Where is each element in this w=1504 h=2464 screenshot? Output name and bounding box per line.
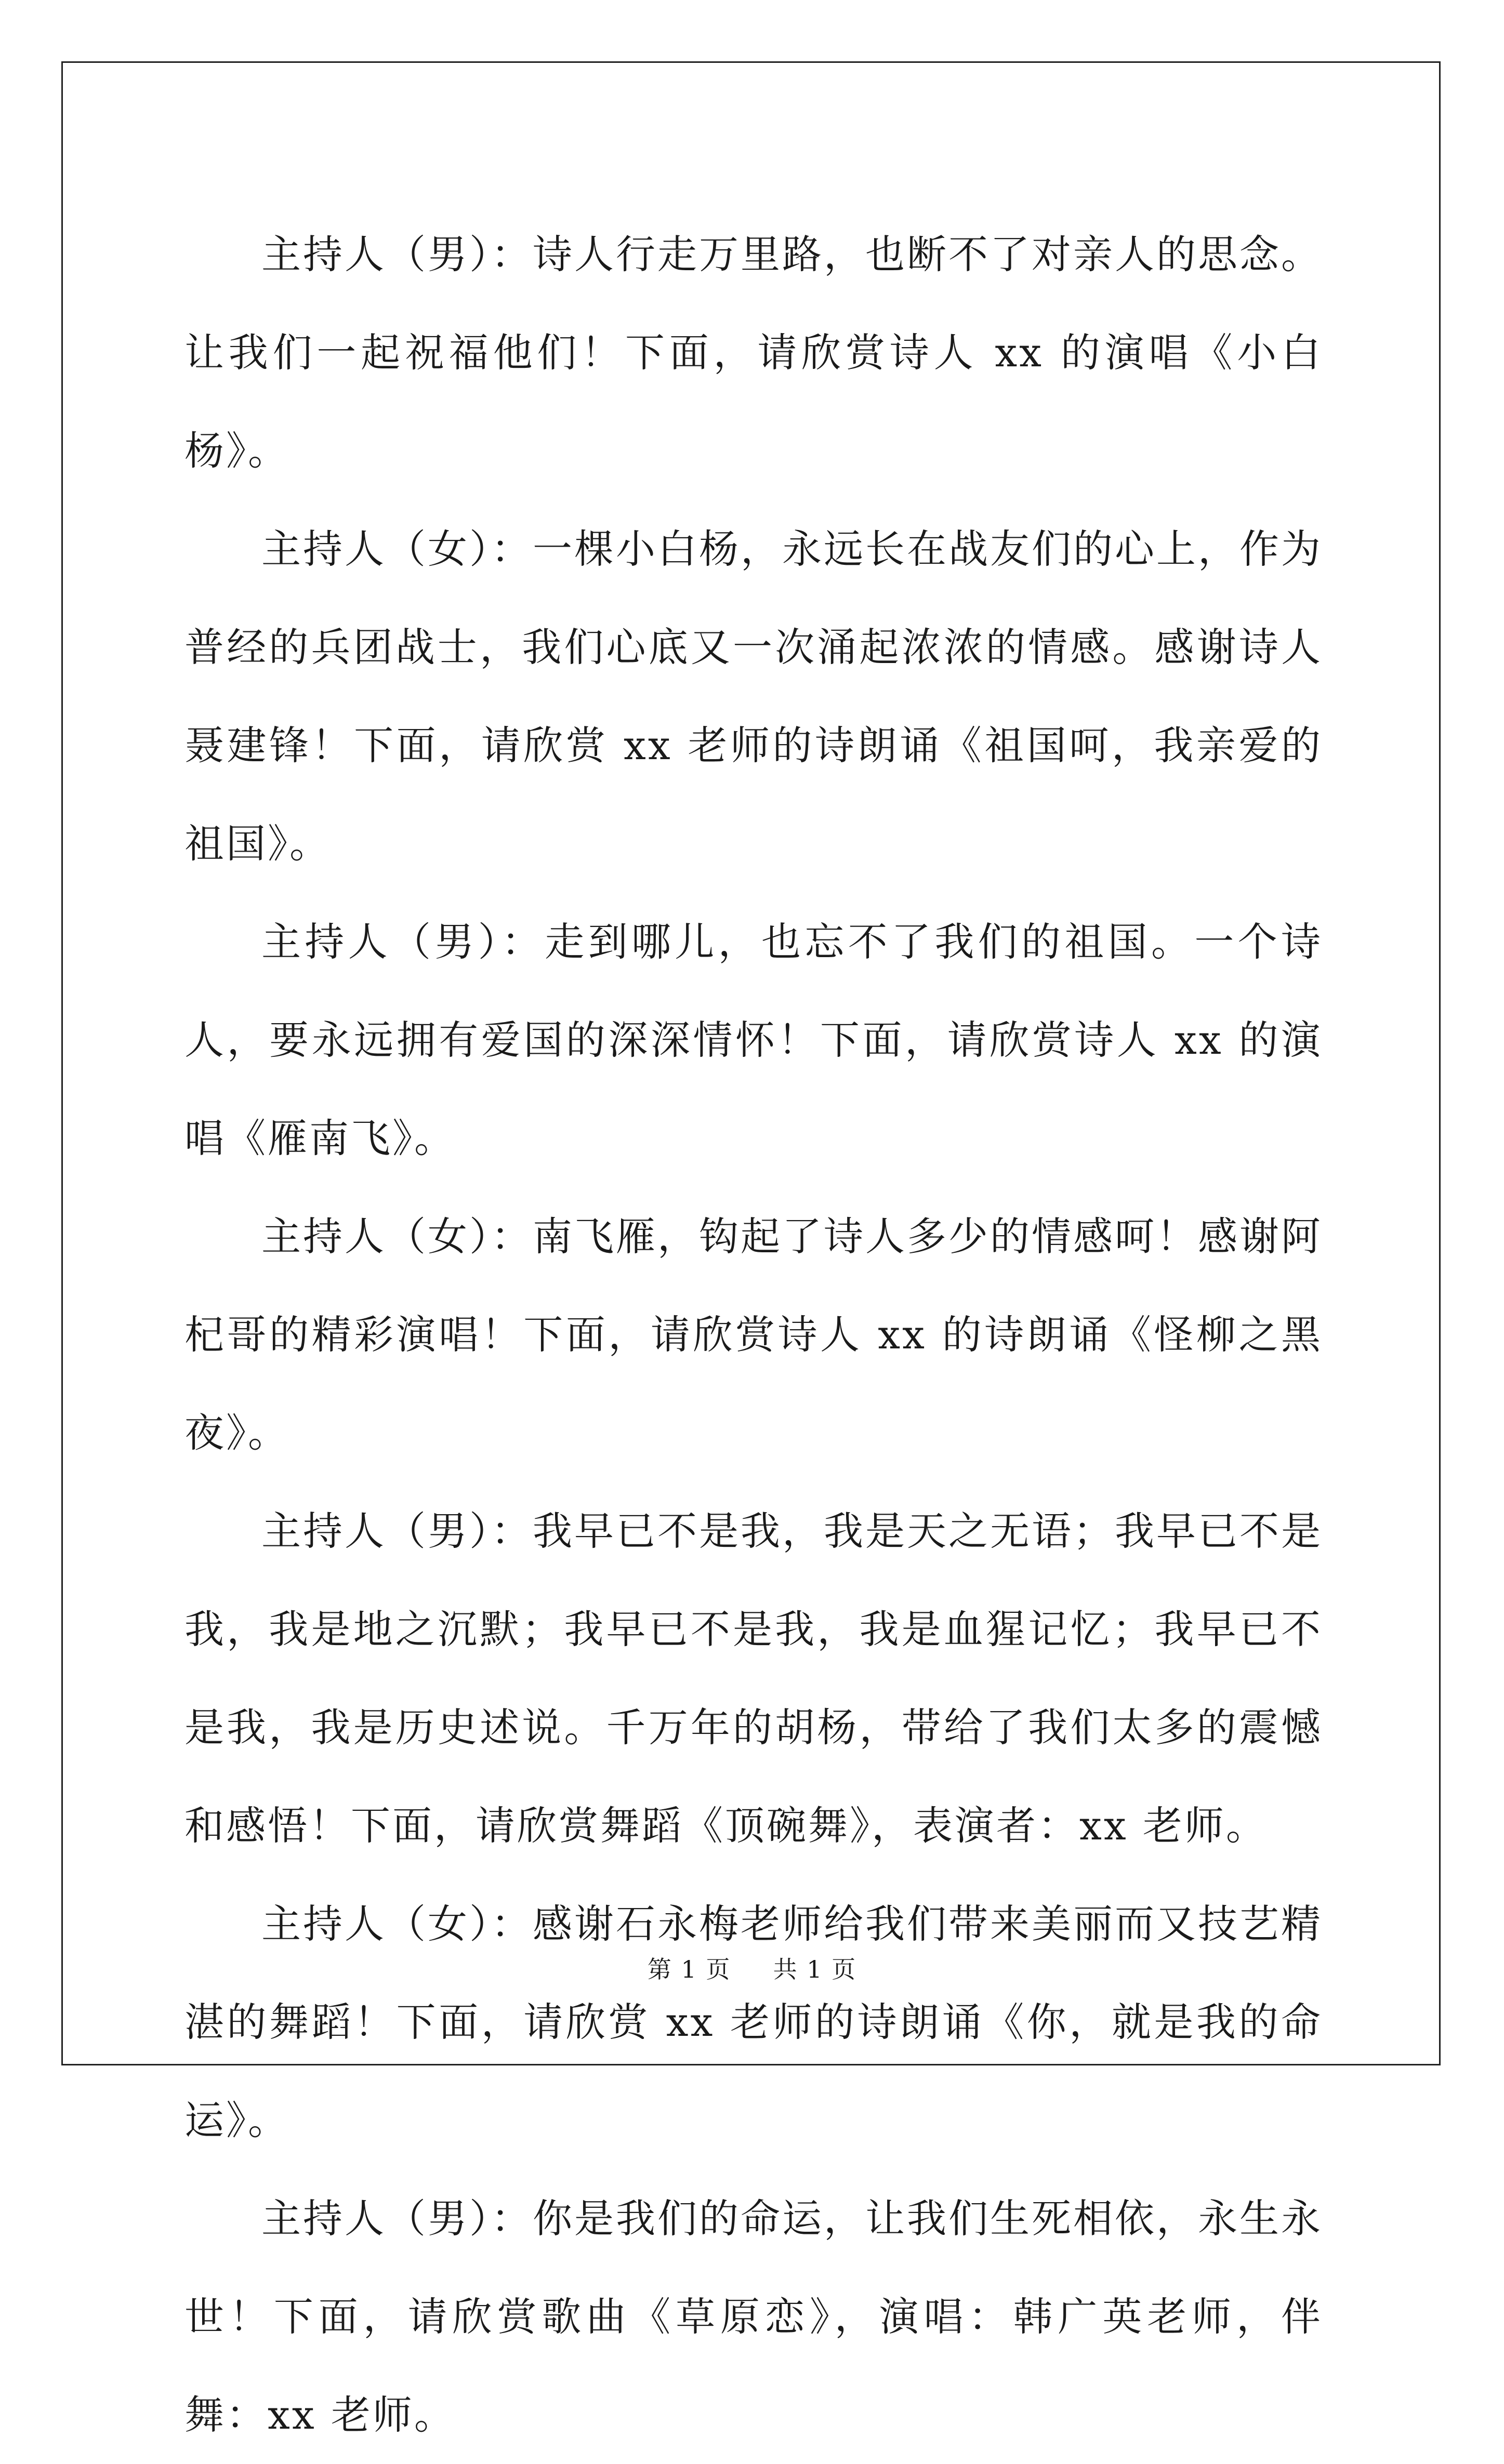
paragraph-3: 主持人（男）：走到哪儿，也忘不了我们的祖国。一个诗人，要永远拥有爱国的深深情怀！下面，请欣赏诗人 xx 的演唱《雁南飞》。 <box>184 919 1323 1161</box>
paragraph-4: 主持人（女）：南飞雁，钩起了诗人多少的情感呵！感谢阿杞哥的精彩演唱！下面，请欣赏诗人 xx 的诗朗诵《怪柳之黑夜》。 <box>184 1213 1323 1456</box>
page-number-total: 共 1 页 <box>773 1955 857 1983</box>
paragraph-1: 主持人（男）：诗人行走万里路，也断不了对亲人的思念。让我们一起祝福他们！下面，请欣赏诗人 xx 的演唱《小白杨》。 <box>184 231 1323 474</box>
paragraph-2: 主持人（女）：一棵小白杨，永远长在战友们的心上，作为普经的兵团战士，我们心底又一次涌起浓浓的情感。感谢诗人聂建锋！下面，请欣赏 xx 老师的诗朗诵《祖国呵，我亲爱的祖国》。 <box>184 526 1323 867</box>
document-body <box>184 205 1323 2464</box>
page-number-current: 第 1 页 <box>647 1955 731 1983</box>
paragraph-7: 主持人（男）：你是我们的命运，让我们生死相依，永生永世！下面，请欣赏歌曲《草原恋》，演唱：韩广英老师，伴舞：xx 老师。 <box>184 2195 1323 2438</box>
page-footer <box>0 1954 1504 1985</box>
paragraph-5: 主持人（男）：我早已不是我，我是天之无语；我早已不是我，我是地之沉默；我早已不是我，我是血猩记忆；我早已不是我，我是历史述说。千万年的胡杨，带给了我们太多的震憾和感悟！下面，请欣赏舞蹈《顶碗舞》，表演者：xx 老师。 <box>184 1508 1323 1849</box>
paragraph-6: 主持人（女）：感谢石永梅老师给我们带来美丽而又技艺精湛的舞蹈！下面，请欣赏 xx 老师的诗朗诵《你，就是我的命运》。 <box>184 1901 1323 2143</box>
